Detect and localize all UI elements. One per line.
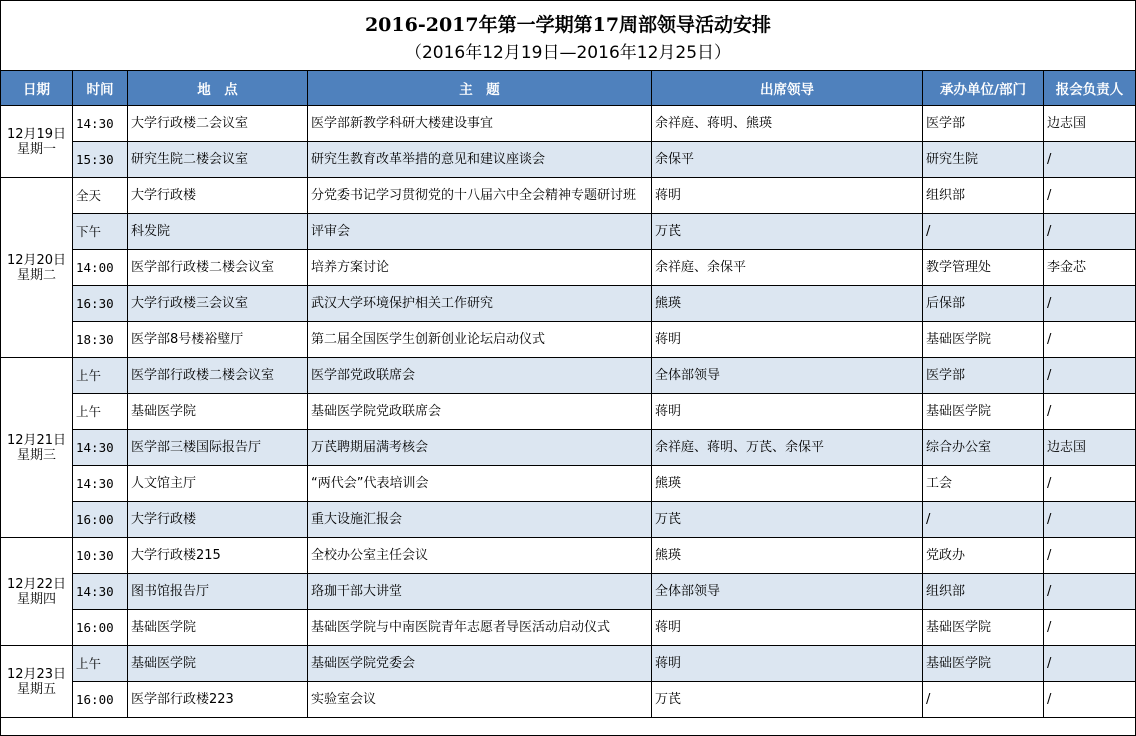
location-cell: 大学行政楼215 [128,538,308,574]
location-cell: 图书馆报告厅 [128,574,308,610]
contact-cell: / [1044,214,1136,250]
schedule-table [0,70,1136,718]
date-cell [1,538,73,646]
date-cell [1,358,73,538]
time-cell: 14:30 [73,574,128,610]
leaders-cell: 万芪 [652,214,923,250]
table-row [1,610,1136,646]
topic-cell: 珞珈干部大讲堂 [308,574,652,610]
contact-cell: / [1044,502,1136,538]
leaders-cell: 蒋明 [652,610,923,646]
time-cell: 16:00 [73,682,128,718]
time-cell: 上午 [73,646,128,682]
organizer-cell: 教学管理处 [923,250,1044,286]
topic-cell: 全校办公室主任会议 [308,538,652,574]
leaders-cell: 余祥庭、蒋明、万芪、余保平 [652,430,923,466]
location-cell: 大学行政楼 [128,502,308,538]
leaders-cell: 熊瑛 [652,466,923,502]
organizer-cell: 党政办 [923,538,1044,574]
weekday-label: 星期二 [16,267,56,283]
organizer-cell: 医学部 [923,106,1044,142]
organizer-cell: 基础医学院 [923,322,1044,358]
topic-cell: 培养方案讨论 [308,250,652,286]
location-cell: 医学部8号楼裕璧厅 [128,322,308,358]
location-cell: 大学行政楼二会议室 [128,106,308,142]
date-label: 12月22日 [6,576,67,592]
header-time: 时间 [73,71,128,106]
weekday-label: 星期三 [16,447,56,463]
organizer-cell: 工会 [923,466,1044,502]
contact-cell: / [1044,682,1136,718]
contact-cell: / [1044,178,1136,214]
time-cell: 下午 [73,214,128,250]
leaders-cell: 全体部领导 [652,358,923,394]
organizer-cell: 基础医学院 [923,646,1044,682]
location-cell: 医学部行政楼二楼会议室 [128,358,308,394]
location-cell: 基础医学院 [128,610,308,646]
table-row [1,646,1136,682]
time-cell: 15:30 [73,142,128,178]
table-row [1,214,1136,250]
location-cell: 基础医学院 [128,646,308,682]
time-cell: 16:30 [73,286,128,322]
organizer-cell: 研究生院 [923,142,1044,178]
weekday-label: 星期五 [16,681,56,697]
date-cell [1,106,73,178]
contact-cell: / [1044,610,1136,646]
contact-cell: / [1044,286,1136,322]
location-cell: 医学部行政楼223 [128,682,308,718]
topic-cell: 医学部党政联席会 [308,358,652,394]
schedule-body [1,106,1136,718]
weekday-label: 星期一 [16,141,56,157]
topic-cell: 第二届全国医学生创新创业论坛启动仪式 [308,322,652,358]
location-cell: 大学行政楼 [128,178,308,214]
topic-cell: 实验室会议 [308,682,652,718]
header-organizer: 承办单位/部门 [923,71,1044,106]
table-row [1,106,1136,142]
organizer-cell: 基础医学院 [923,394,1044,430]
leaders-cell: 余保平 [652,142,923,178]
date-label: 12月21日 [6,432,67,448]
table-row [1,502,1136,538]
table-row [1,286,1136,322]
header-date: 日期 [1,71,73,106]
topic-cell: “两代会”代表培训会 [308,466,652,502]
organizer-cell: / [923,502,1044,538]
header-leaders: 出席领导 [652,71,923,106]
contact-cell: / [1044,466,1136,502]
time-cell: 14:30 [73,106,128,142]
table-row [1,142,1136,178]
date-label: 12月23日 [6,666,67,682]
table-row [1,358,1136,394]
header-location: 地 点 [128,71,308,106]
contact-cell: 边志国 [1044,106,1136,142]
date-label: 12月19日 [6,126,67,142]
header-topic: 主 题 [308,71,652,106]
header-row [1,71,1136,106]
contact-cell: / [1044,358,1136,394]
leaders-cell: 全体部领导 [652,574,923,610]
topic-cell: 基础医学院与中南医院青年志愿者导医活动启动仪式 [308,610,652,646]
organizer-cell: 后保部 [923,286,1044,322]
location-cell: 医学部行政楼二楼会议室 [128,250,308,286]
location-cell: 人文馆主厅 [128,466,308,502]
page-title: 2016-2017年第一学期第17周部领导活动安排 [364,14,772,36]
table-row [1,430,1136,466]
table-row [1,466,1136,502]
organizer-cell: 综合办公室 [923,430,1044,466]
topic-cell: 分党委书记学习贯彻党的十八届六中全会精神专题研讨班 [308,178,652,214]
organizer-cell: / [923,214,1044,250]
contact-cell: / [1044,322,1136,358]
leaders-cell: 余祥庭、蒋明、熊瑛 [652,106,923,142]
leaders-cell: 万芪 [652,682,923,718]
organizer-cell: 基础医学院 [923,610,1044,646]
weekday-label: 星期四 [16,591,56,607]
topic-cell: 万芪聘期届满考核会 [308,430,652,466]
time-cell: 14:30 [73,430,128,466]
organizer-cell: / [923,682,1044,718]
date-label: 12月20日 [6,252,67,268]
topic-cell: 研究生教育改革举措的意见和建议座谈会 [308,142,652,178]
table-row [1,682,1136,718]
leaders-cell: 蒋明 [652,394,923,430]
time-cell: 上午 [73,358,128,394]
leaders-cell: 蒋明 [652,322,923,358]
leaders-cell: 蒋明 [652,178,923,214]
time-cell: 16:00 [73,502,128,538]
time-cell: 10:30 [73,538,128,574]
page-subtitle: （2016年12月19日—2016年12月25日） [404,43,732,63]
time-cell: 全天 [73,178,128,214]
table-row [1,574,1136,610]
contact-cell: 边志国 [1044,430,1136,466]
contact-cell: / [1044,142,1136,178]
date-cell [1,646,73,718]
time-cell: 16:00 [73,610,128,646]
organizer-cell: 组织部 [923,574,1044,610]
contact-cell: / [1044,538,1136,574]
leaders-cell: 蒋明 [652,646,923,682]
topic-cell: 武汉大学环境保护相关工作研究 [308,286,652,322]
leaders-cell: 熊瑛 [652,286,923,322]
table-row [1,178,1136,214]
topic-cell: 基础医学院党委会 [308,646,652,682]
contact-cell: / [1044,394,1136,430]
contact-cell: / [1044,574,1136,610]
location-cell: 基础医学院 [128,394,308,430]
date-cell [1,178,73,358]
table-row [1,538,1136,574]
location-cell: 科发院 [128,214,308,250]
organizer-cell: 医学部 [923,358,1044,394]
table-row [1,394,1136,430]
leaders-cell: 熊瑛 [652,538,923,574]
time-cell: 14:30 [73,466,128,502]
leaders-cell: 万芪 [652,502,923,538]
contact-cell: 李金芯 [1044,250,1136,286]
topic-cell: 基础医学院党政联席会 [308,394,652,430]
topic-cell: 重大设施汇报会 [308,502,652,538]
time-cell: 14:00 [73,250,128,286]
topic-cell: 医学部新教学科研大楼建设事宜 [308,106,652,142]
location-cell: 研究生院二楼会议室 [128,142,308,178]
time-cell: 上午 [73,394,128,430]
organizer-cell: 组织部 [923,178,1044,214]
contact-cell: / [1044,646,1136,682]
topic-cell: 评审会 [308,214,652,250]
table-row [1,322,1136,358]
leaders-cell: 余祥庭、余保平 [652,250,923,286]
location-cell: 大学行政楼三会议室 [128,286,308,322]
header-contact: 报会负责人 [1044,71,1136,106]
table-row [1,250,1136,286]
time-cell: 18:30 [73,322,128,358]
location-cell: 医学部三楼国际报告厅 [128,430,308,466]
